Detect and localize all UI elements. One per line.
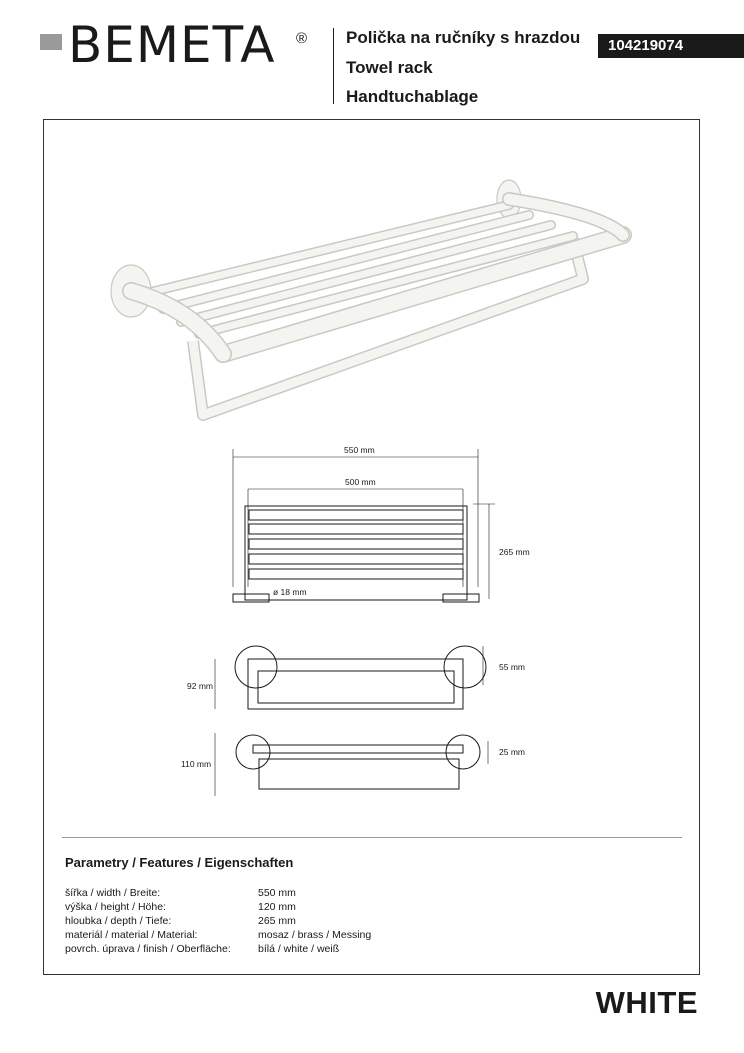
- spec-label-height: výška / height / Höhe:: [65, 901, 166, 913]
- product-title-de: Handtuchablage: [346, 87, 479, 106]
- bottom-view: [215, 733, 488, 796]
- dim-bottom-depth: 110 mm: [181, 759, 212, 769]
- spec-value-finish: bílá / white / weiß: [258, 943, 340, 955]
- dim-rosette: 55 mm: [499, 662, 525, 672]
- spec-label-width: šířka / width / Breite:: [65, 887, 161, 899]
- features-divider: [62, 837, 682, 838]
- technical-drawings: [43, 119, 700, 839]
- finish-label: WHITE: [595, 985, 698, 1020]
- spec-value-height: 120 mm: [258, 901, 296, 913]
- spec-value-depth: 265 mm: [258, 915, 296, 927]
- spec-value-material: mosaz / brass / Messing: [258, 929, 372, 941]
- product-title-cz: Polička na ručníky s hrazdou: [346, 28, 581, 47]
- registered-mark: ®: [296, 30, 308, 47]
- spec-label-finish: povrch. úprava / finish / Oberfläche:: [65, 943, 231, 955]
- product-code-badge: 104219074: [598, 34, 744, 58]
- front-view: [233, 449, 495, 602]
- dim-width-inner: 500 mm: [345, 477, 376, 487]
- dim-top-depth: 92 mm: [187, 681, 213, 691]
- product-title-en: Towel rack: [346, 58, 433, 77]
- spec-value-width: 550 mm: [258, 887, 296, 899]
- header-divider: [333, 28, 334, 104]
- top-view: [215, 646, 486, 709]
- dim-tube-diameter: ø 18 mm: [273, 587, 307, 597]
- features-heading: Parametry / Features / Eigenschaften: [65, 855, 294, 870]
- spec-label-material: materiál / material / Material:: [65, 929, 198, 941]
- brand-logo: BEMETA: [68, 16, 276, 74]
- product-illustration: [111, 180, 623, 415]
- dim-height: 265 mm: [499, 547, 530, 557]
- dim-bar-offset: 25 mm: [499, 747, 525, 757]
- logo-mark: [40, 34, 62, 50]
- dim-width-outer: 550 mm: [344, 445, 375, 455]
- spec-label-depth: hloubka / depth / Tiefe:: [65, 915, 172, 927]
